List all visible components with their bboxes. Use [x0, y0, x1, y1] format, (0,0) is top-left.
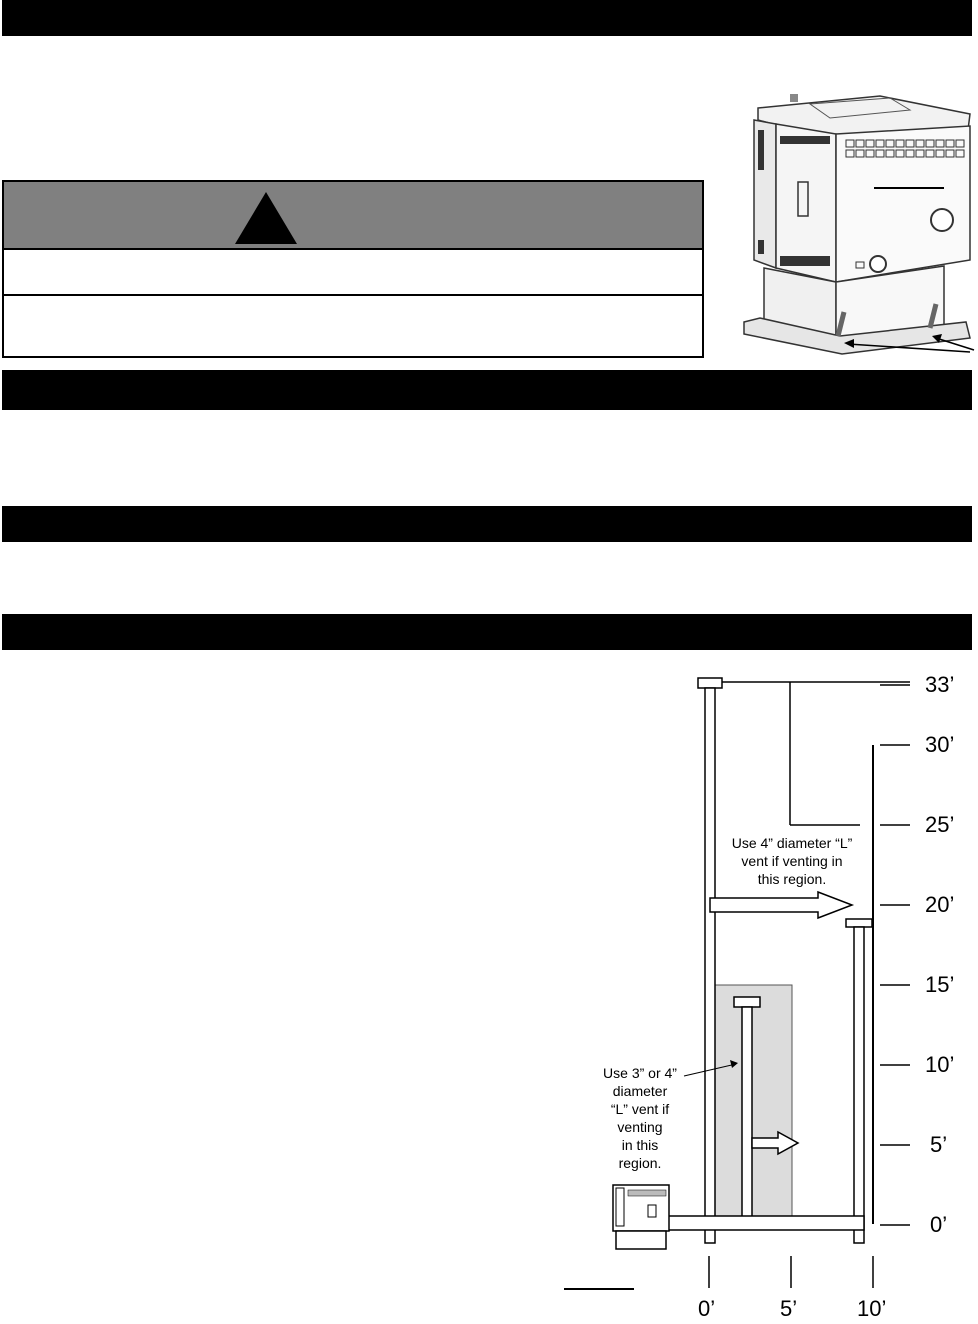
horizontal-label-5: 5’	[780, 1296, 798, 1321]
note-3in-line-5: in this	[621, 1137, 659, 1153]
height-label-10: 10’	[925, 1052, 955, 1077]
note-3in-line-2: diameter	[612, 1083, 668, 1099]
note-4in-line-2: vent if venting in	[741, 853, 843, 869]
figure-caption-underline	[564, 1288, 634, 1290]
section-header-bar-2	[2, 370, 972, 410]
note-3in-line-1: Use 3” or 4”	[603, 1065, 677, 1081]
warning-divider	[4, 294, 702, 296]
section-header-bar-1	[2, 0, 972, 36]
warning-box	[2, 180, 704, 358]
height-label-15: 15’	[925, 972, 955, 997]
height-label-0: 0’	[930, 1212, 948, 1237]
warning-header	[4, 182, 702, 250]
height-label-25: 25’	[925, 812, 955, 837]
horizontal-label-0: 0’	[698, 1296, 716, 1321]
note-3in-line-6: region.	[618, 1155, 662, 1171]
height-label-20: 20’	[925, 892, 955, 917]
venting-height-diagram	[580, 660, 972, 1324]
note-4in-line-1: Use 4” diameter “L”	[731, 835, 853, 851]
note-4in-vent	[732, 835, 853, 887]
height-label-30: 30’	[925, 732, 955, 757]
3in-vent-region	[714, 985, 792, 1218]
note-3in-line-4: venting	[617, 1119, 663, 1135]
height-label-33: 33’	[925, 672, 955, 697]
horizontal-label-10: 10’	[857, 1296, 887, 1321]
stove-small-icon	[613, 1185, 669, 1249]
stove-illustration	[740, 90, 976, 360]
note-4in-line-3: this region.	[757, 871, 827, 887]
note-3in-vent	[603, 1065, 677, 1171]
warning-triangle-icon	[234, 192, 298, 244]
height-label-5: 5’	[930, 1132, 948, 1157]
section-header-bar-4	[2, 614, 972, 650]
section-header-bar-3	[2, 506, 972, 542]
note-3in-line-3: “L” vent if	[610, 1101, 670, 1117]
